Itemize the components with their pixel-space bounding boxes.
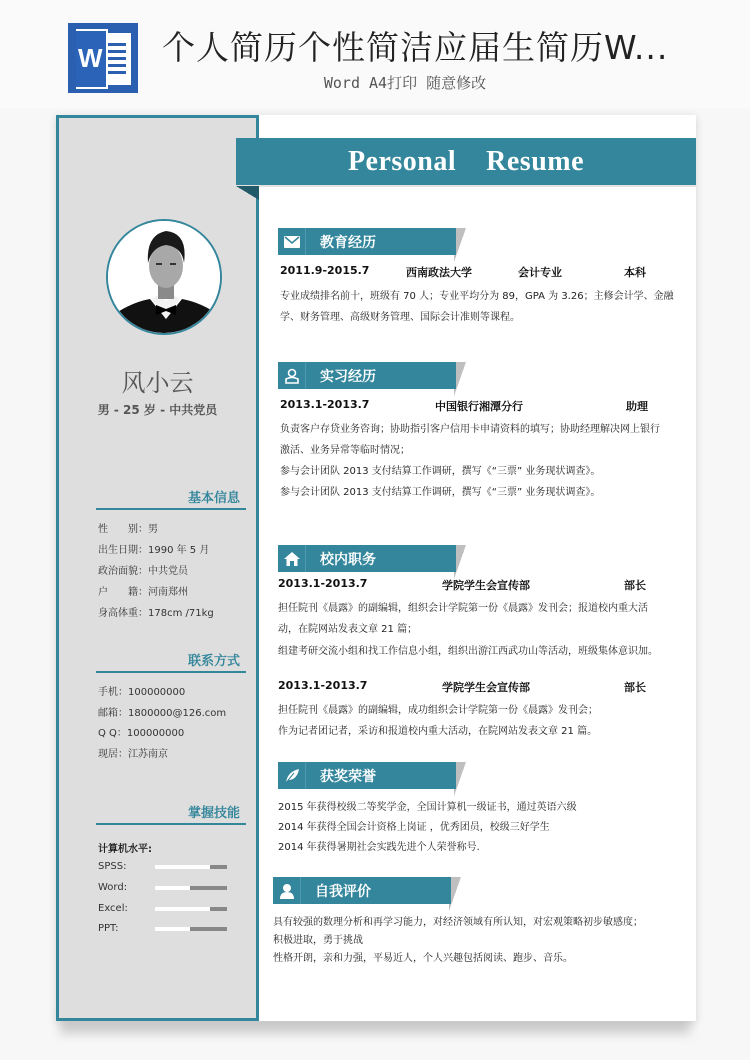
internship-line: 参与会计团队 2013 支付结算工作调研，撰写《“三票” 业务现状调查》。 (280, 466, 601, 477)
document-title: 个人简历个性简洁应届生简历W... (162, 28, 669, 67)
campus-line: 担任院刊《晨露》的副编辑，成功组织会计学院第一份《晨露》发刊会； (278, 705, 598, 716)
awards-section-tag (278, 762, 456, 789)
basic-info-row: 性 别：男 (98, 524, 158, 535)
education-line: 专业成绩排名前十，班级有 70 人；专业平均分为 89，GPA 为 3.26；主修会计学、金融 (280, 291, 674, 302)
avatar (106, 219, 222, 335)
contact-row: 现居：江苏南京 (98, 749, 168, 760)
candidate-meta: 男 - 25 岁 - 中共党员 (97, 403, 218, 417)
campus-line: 担任院刊《晨露》的副编辑，组织会计学院第一份《晨露》发刊会；报道校内重大活 (278, 603, 648, 614)
basic-info-row: 出生日期：1990 年 5 月 (98, 545, 210, 556)
campus-line: 组建考研交流小组和找工作信息小组，组织出游江西武功山等活动，班级集体意识加。 (278, 646, 658, 657)
campus-heading: 校内职务 (320, 552, 376, 568)
awards-line: 2014 年获得暑期社会实践先进个人荣誉称号. (278, 842, 480, 853)
internship-line: 激活、业务异常等临时情况； (280, 445, 410, 456)
self-eval-heading: 自我评价 (315, 884, 371, 900)
education-heading: 教育经历 (320, 235, 376, 251)
envelope-icon (278, 228, 306, 255)
awards-heading: 获奖荣誉 (320, 769, 376, 785)
person-icon (278, 362, 306, 389)
contact-heading: 联系方式 (96, 650, 246, 673)
user-icon (273, 877, 301, 904)
self-eval-line: 积极进取，勇于挑战 (273, 935, 363, 946)
awards-line: 2015 年获得校级二等奖学金，全国计算机一级证书，通过英语六级 (278, 802, 577, 813)
campus-line: 动，在院网站发表文章 21 篇； (278, 624, 418, 635)
basic-info-row: 身高体重：178cm /71kg (98, 608, 214, 619)
contact-row: 手机：100000000 (98, 687, 186, 698)
home-icon (278, 545, 306, 572)
skill-bar (155, 927, 227, 931)
preview-header (0, 0, 750, 108)
self-eval-line: 性格开朗，亲和力强，平易近人，个人兴趣包括阅读、跑步、音乐。 (273, 953, 573, 964)
contact-row: 邮箱：1800000@126.com (98, 708, 227, 719)
skills-subheading: 计算机水平: (98, 844, 152, 855)
contact-row: Q Q：100000000 (98, 728, 185, 739)
education-line: 学、财务管理、高级财务管理、国际会计准则等课程。 (280, 312, 520, 323)
internship-heading: 实习经历 (320, 369, 376, 385)
campus-section-tag (278, 545, 456, 572)
candidate-name: 风小云 (121, 369, 194, 397)
self-eval-section-tag (273, 877, 451, 904)
self-eval-line: 具有较强的数理分析和再学习能力，对经济领域有所认知，对宏观策略初步敏感度； (273, 917, 643, 928)
basic-info-row: 政治面貌：中共党员 (98, 566, 188, 577)
banner-fold (236, 186, 259, 200)
basic-info-heading: 基本信息 (96, 487, 246, 510)
skill-bar (155, 907, 227, 911)
internship-line: 参与会计团队 2013 支付结算工作调研，撰写《“三票” 业务现状调查》。 (280, 487, 601, 498)
basic-info-row: 户 籍：河南郑州 (98, 587, 188, 598)
skill-row: Word: (98, 882, 238, 893)
skills-heading: 掌握技能 (96, 802, 246, 825)
word-document-icon: W (68, 23, 138, 93)
internship-line: 负责客户存贷业务咨询；协助指引客户信用卡申请资料的填写；协助经理解决网上银行 (280, 424, 660, 435)
education-section-tag (278, 228, 456, 255)
resume-page: Personal Resume 风小云 男 - 25 岁 - 中共党员 基本信息 性 别：男 出生日期：1990 年 5 月 政治面貌：中共党员 户 籍：河南郑州 身高体重：178cm /71kg 联系方式 手机：100000000 邮箱：1800000@126.com Q Q：100000000 现居：江苏南京 掌握技能 计算机水平: SPSS: Word: Excel: PPT: 教育经历 2011.9-2015.7 西南政法大学 会计专业 本科 专业成绩排名前十，班级有 70 人；专业平均分为 89，GPA 为 3.26；主修会计学、金融 学、财务管理、高级财务管理、国际会计准则等课程。 实习经历 2013.1-2013.7 中国银行湘潭分行 助理 负责客户存贷业务咨询；协助指引客户信用卡申请资料的填写；协助经理解决网上银行 激活、业务异常等临时情况； 参与会计团队 2013 支付结算工作调研，撰写《“三票” 业务现状调查》。 参与会计团队 2013 支付结算工作调研，撰写《“三票” 业务现状调查》。 校内职务 2013.1-2013.7 学院学生会宣传部 部长 担任院刊《晨露》的副编辑，组织会计学院第一份《晨露》发刊会；报道校内重大活 动，在院网站发表文章 21 篇； 组建考研交流小组和找工作信息小组，组织出游江西武功山等活动，班级集体意识加。 2013.1-2013.7 学院学生会宣传部 部长 担任院刊《晨露》的副编辑，成功组织会计学院第一份《晨露》发刊会； 作为记者团记者，采访和报道校内重大活动，在院网站发表文章 21 篇。 获奖荣誉 2015 年获得校级二等奖学金，全国计算机一级证书，通过英语六级 2014 年获得全国会计资格上岗证 ，优秀团员，校级三好学生 2014 年获得暑期社会实践先进个人荣誉称号. 自我评价 具有较强的数理分析和再学习能力，对经济领域有所认知，对宏观策略初步敏感度； 积极进取，勇于挑战 性格开朗，亲和力强，平易近人，个人兴趣包括阅读、跑步、音乐。 (56, 115, 696, 1021)
skill-row: SPSS: (98, 861, 238, 872)
skill-bar (155, 865, 227, 869)
page-shadow (60, 1020, 690, 1034)
leaf-icon (278, 762, 306, 789)
document-subtitle: Word A4打印 随意修改 (323, 74, 487, 92)
internship-section-tag (278, 362, 456, 389)
banner-underline (236, 185, 696, 187)
resume-banner: Personal Resume (236, 138, 696, 185)
skill-row: PPT: (98, 923, 238, 934)
awards-line: 2014 年获得全国会计资格上岗证 ，优秀团员，校级三好学生 (278, 822, 550, 833)
skill-bar (155, 886, 227, 890)
skill-row: Excel: (98, 903, 238, 914)
campus-line: 作为记者团记者，采访和报道校内重大活动，在院网站发表文章 21 篇。 (278, 726, 598, 737)
